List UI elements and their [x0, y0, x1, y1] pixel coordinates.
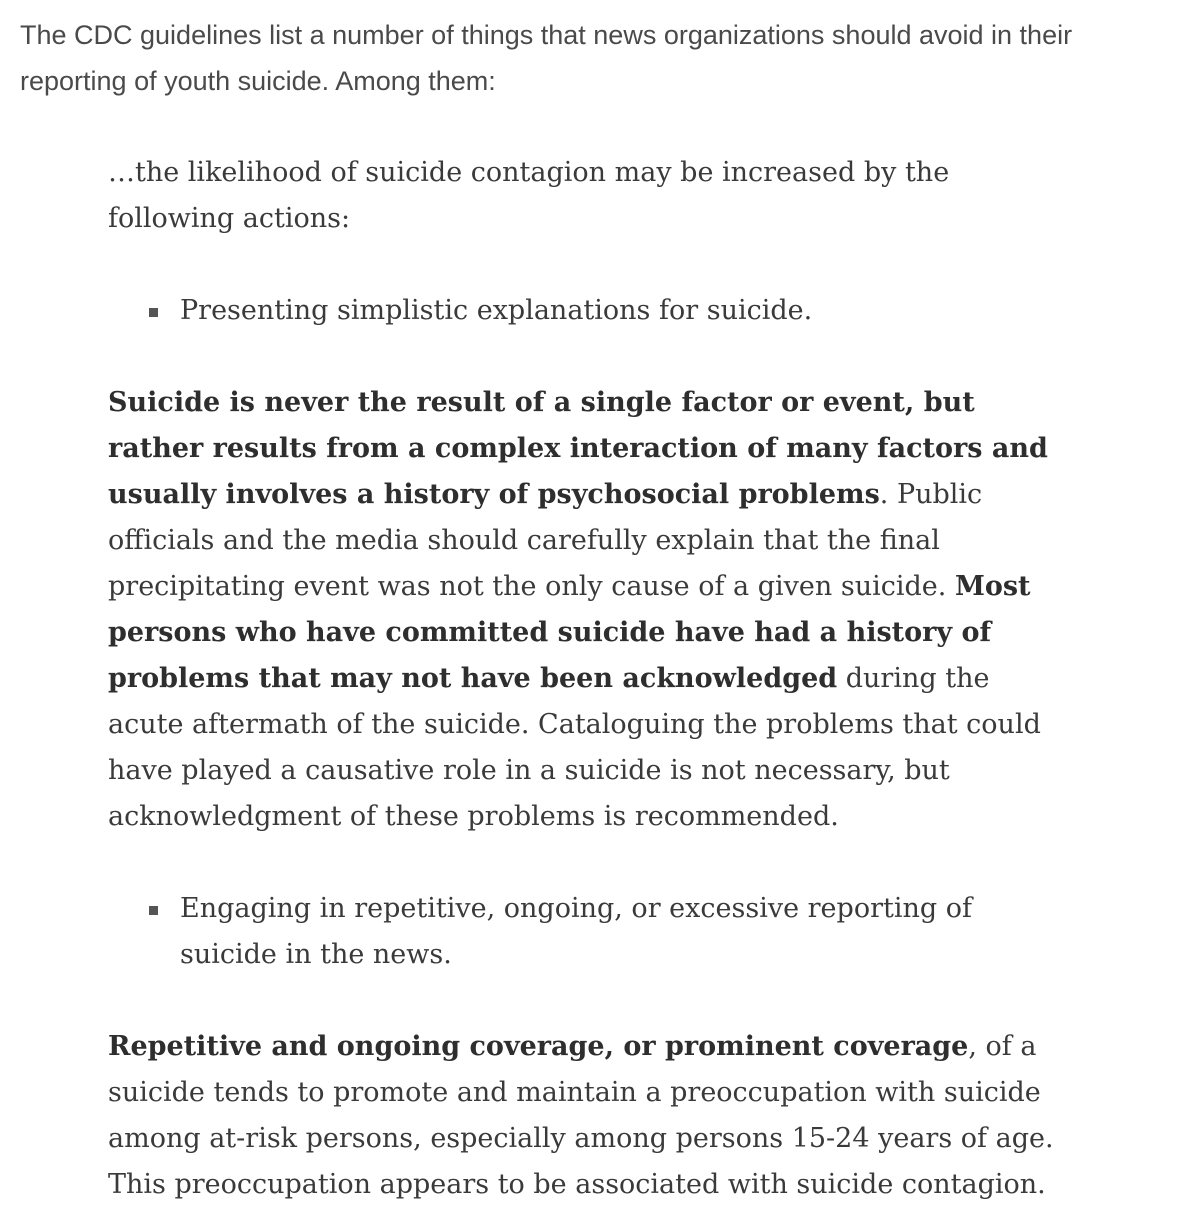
quote-paragraph-1	[108, 380, 1068, 840]
quote-paragraph-2	[108, 1024, 1068, 1208]
list-item	[180, 886, 1060, 978]
body-text: . Public officials and the media should carefully explain that the final precipitating event was not the only cause of a given suicide.	[108, 479, 983, 602]
bullet-list-2	[108, 886, 1068, 978]
bold-emphasis: Repetitive and ongoing coverage, or prominent coverage	[108, 1031, 969, 1062]
square-bullet-icon	[149, 308, 158, 317]
bold-emphasis: Most persons who have committed suicide have had a history of problems that may not have been acknowledged	[108, 571, 1031, 694]
body-text: , of a suicide tends to promote and maintain a preoccupation with suicide among at-risk persons, especially among persons 15-24 years of age. This preoccupation appears to be associated with suicide contagion.	[108, 1031, 1054, 1200]
bullet-list-1	[108, 288, 1068, 334]
body-text: during the acute aftermath of the suicide. Cataloguing the problems that could have played a causative role in a suicide is not necessary, but acknowledgment of these problems is recommended.	[108, 663, 1041, 832]
bold-emphasis: Suicide is never the result of a single factor or event, but rather results from a complex interaction of many factors and usually involves a history of psychosocial problems	[108, 387, 1048, 510]
bullet-text: Presenting simplistic explanations for suicide.	[180, 295, 813, 326]
bullet-text: Engaging in repetitive, ongoing, or excessive reporting of suicide in the news.	[180, 893, 972, 970]
square-bullet-icon	[149, 906, 158, 915]
intro-paragraph: The CDC guidelines list a number of things that news organizations should avoid in their reporting of youth suicide. Among them:	[20, 20, 1073, 96]
list-item	[180, 288, 1060, 334]
cdc-blockquote	[108, 150, 1068, 1208]
quote-lead: …the likelihood of suicide contagion may be increased by the following actions:	[108, 157, 950, 234]
